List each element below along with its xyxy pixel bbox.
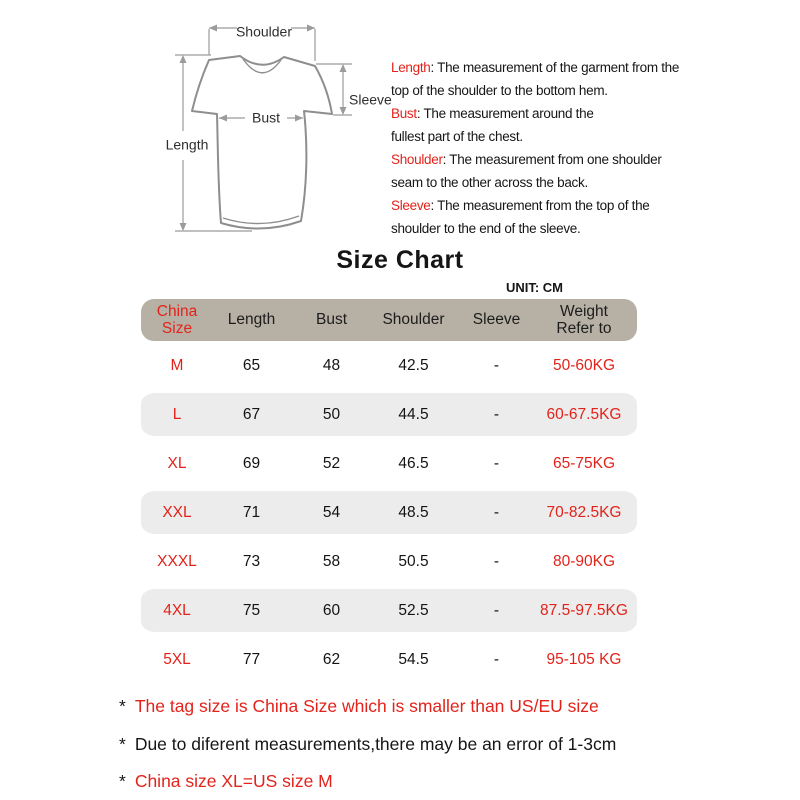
cell-weight: 87.5-97.5KG xyxy=(540,601,628,619)
cell-length: 75 xyxy=(242,601,261,619)
length-label: Length xyxy=(165,136,209,153)
cell-sleeve: - xyxy=(493,650,500,668)
diagram-labels xyxy=(166,24,392,153)
note-size-conversion xyxy=(119,763,616,800)
note-text: China size XL=US size M xyxy=(134,771,333,792)
cell-bust: 50 xyxy=(322,405,341,423)
tshirt-neckline xyxy=(223,59,299,224)
tshirt-outline xyxy=(192,56,332,229)
cell-weight: 60-67.5KG xyxy=(546,405,622,423)
cell-bust: 62 xyxy=(322,650,341,668)
header-length: Length xyxy=(227,311,276,329)
cell-sleeve: - xyxy=(493,405,500,423)
header-weight-text: Weight Refer to xyxy=(556,302,612,337)
definition-sleeve-line2: shoulder to the end of the sleeve. xyxy=(391,221,581,236)
cell-length: 73 xyxy=(242,552,261,570)
definition-shoulder-line2: seam to the other across the back. xyxy=(391,175,588,190)
sleeve-label: Sleeve xyxy=(349,91,392,108)
header-weight xyxy=(539,303,637,338)
size-row-4xl xyxy=(141,586,637,635)
definition-text: : The measurement of the garment from the xyxy=(430,60,680,75)
definition-bust-line1 xyxy=(391,102,679,125)
cell-shoulder: 46.5 xyxy=(398,454,429,472)
cell-shoulder: 52.5 xyxy=(398,601,429,619)
cell-length: 65 xyxy=(242,356,261,374)
cell-shoulder: 44.5 xyxy=(398,405,429,423)
size-row-xxl xyxy=(141,488,637,537)
header-china-size xyxy=(141,303,213,338)
definition-term-shoulder: Shoulder xyxy=(391,152,443,167)
cell-sleeve: - xyxy=(493,454,500,472)
note-marker: * xyxy=(119,696,126,717)
header-shoulder: Shoulder xyxy=(382,311,445,329)
note-marker: * xyxy=(119,771,126,792)
cell-shoulder: 50.5 xyxy=(398,552,429,570)
cell-weight: 50-60KG xyxy=(552,356,616,374)
cell-size: M xyxy=(170,356,184,374)
definition-term-bust: Bust xyxy=(391,106,417,121)
header-bust: Bust xyxy=(315,311,347,329)
cell-shoulder: 54.5 xyxy=(398,650,429,668)
definition-shoulder-line1 xyxy=(391,148,679,171)
cell-weight: 80-90KG xyxy=(552,552,616,570)
cell-bust: 60 xyxy=(322,601,341,619)
cell-bust: 52 xyxy=(322,454,341,472)
size-table-header xyxy=(141,299,637,341)
cell-bust: 54 xyxy=(322,503,341,521)
shoulder-label: Shoulder xyxy=(235,23,293,40)
measurement-definitions xyxy=(391,56,679,240)
header-sleeve: Sleeve xyxy=(472,311,521,329)
size-row-xl xyxy=(141,439,637,488)
cell-bust: 48 xyxy=(322,356,341,374)
cell-sleeve: - xyxy=(493,552,500,570)
cell-sleeve: - xyxy=(493,503,500,521)
cell-sleeve: - xyxy=(493,601,500,619)
definition-length-line1 xyxy=(391,56,679,79)
note-marker: * xyxy=(119,733,126,754)
cell-weight: 70-82.5KG xyxy=(546,503,622,521)
size-row-m xyxy=(141,341,637,390)
cell-length: 67 xyxy=(242,405,261,423)
definition-text: : The measurement from the top of the xyxy=(430,198,650,213)
note-text: Due to diferent measurements,there may be an error of 1-3cm xyxy=(134,733,617,754)
definition-bust-line2: fullest part of the chest. xyxy=(391,129,523,144)
notes-section xyxy=(119,688,616,800)
note-text: The tag size is China Size which is smaller than US/EU size xyxy=(134,696,599,717)
cell-size: XL xyxy=(167,454,187,472)
definition-term-sleeve: Sleeve xyxy=(391,198,431,213)
cell-length: 71 xyxy=(242,503,261,521)
cell-size: XXL xyxy=(162,503,192,521)
header-china-size-text: China Size xyxy=(156,302,198,337)
definition-length-line2: top of the shoulder to the bottom hem. xyxy=(391,83,608,98)
cell-bust: 58 xyxy=(322,552,341,570)
page-title: Size Chart xyxy=(336,246,464,274)
note-tag-size xyxy=(119,688,616,726)
cell-size: 5XL xyxy=(163,650,191,668)
cell-size: 4XL xyxy=(163,601,191,619)
cell-weight: 65-75KG xyxy=(552,454,616,472)
definition-sleeve-line1 xyxy=(391,194,679,217)
definition-text: : The measurement from one shoulder xyxy=(442,152,662,167)
tshirt-measurement-diagram xyxy=(140,2,400,242)
cell-weight: 95-105 KG xyxy=(546,650,622,668)
cell-shoulder: 42.5 xyxy=(398,356,429,374)
note-measurement-error xyxy=(119,726,616,764)
cell-size: XXXL xyxy=(157,552,197,570)
cell-length: 77 xyxy=(242,650,261,668)
cell-sleeve: - xyxy=(493,356,500,374)
definition-term-length: Length xyxy=(391,60,431,75)
bust-label: Bust xyxy=(251,109,281,126)
size-row-5xl xyxy=(141,635,637,684)
size-table xyxy=(141,299,637,684)
cell-length: 69 xyxy=(242,454,261,472)
measure-arrow-lines xyxy=(175,28,352,231)
unit-label: UNIT: CM xyxy=(505,280,563,295)
size-row-xxxl xyxy=(141,537,637,586)
definition-text: : The measurement around the xyxy=(416,106,594,121)
tshirt-diagram-svg xyxy=(140,2,400,242)
cell-size: L xyxy=(172,405,182,423)
cell-shoulder: 48.5 xyxy=(398,503,429,521)
size-row-l xyxy=(141,390,637,439)
